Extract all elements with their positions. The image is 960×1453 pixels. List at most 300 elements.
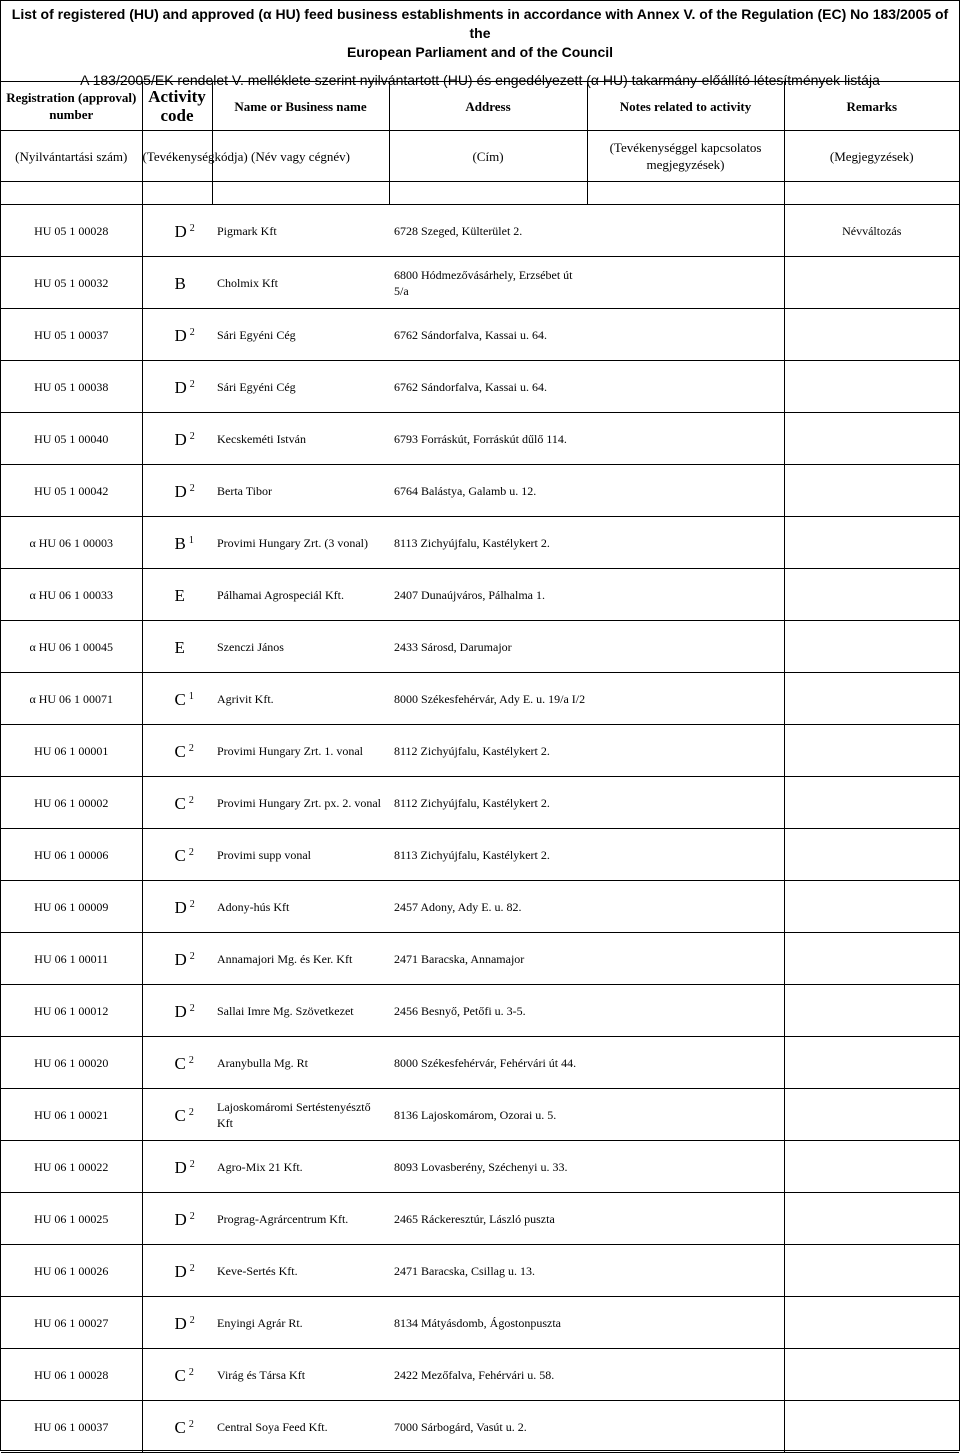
- cell-name-text: Keve-Sertés Kft.: [217, 1263, 298, 1278]
- cell-reg-text: α HU 06 1 00071: [29, 691, 114, 706]
- activity-code-cell: [142, 1193, 212, 1245]
- cell-act-text: C: [174, 846, 186, 865]
- notes-cell: [587, 413, 784, 465]
- registration-number-cell: [1, 309, 142, 361]
- notes-cell: [587, 881, 784, 933]
- remarks-cell: [784, 777, 959, 829]
- registration-number-cell: [1, 621, 142, 673]
- notes-cell: [587, 1297, 784, 1349]
- address-cell: [389, 569, 587, 621]
- registration-number-cell: [1, 569, 142, 621]
- subheader-notes: (Tevékenységgel kapcsolatos megjegyzések): [587, 131, 784, 182]
- header-activity-code: Activity code: [142, 82, 212, 131]
- table-row: [1, 205, 959, 257]
- cell-addr-text: 8000 Székesfehérvár, Ady E. u. 19/a I/2: [394, 691, 586, 706]
- cell-act-text: D: [174, 1158, 187, 1177]
- activity-code-superscript: 2: [188, 1055, 194, 1066]
- cell-reg-text: HU 06 1 00002: [34, 795, 109, 810]
- activity-code-cell: [142, 985, 212, 1037]
- remarks-cell: [784, 309, 959, 361]
- remarks-cell: [784, 361, 959, 413]
- activity-code-cell: [142, 1349, 212, 1401]
- business-name-cell: [212, 309, 389, 361]
- remarks-cell: [784, 1141, 959, 1193]
- remarks-cell: [784, 205, 959, 257]
- table-row: [1, 985, 959, 1037]
- cell-name-text: Annamajori Mg. és Ker. Kft: [217, 951, 353, 966]
- notes-cell: [587, 1245, 784, 1297]
- notes-cell: [587, 621, 784, 673]
- activity-code-cell: [142, 465, 212, 517]
- registration-number-cell: [1, 1089, 142, 1141]
- registration-number-cell: [1, 257, 142, 309]
- activity-code-superscript: 2: [188, 743, 194, 754]
- cell-addr-text: 8134 Mátyásdomb, Ágostonpuszta: [394, 1315, 561, 1330]
- cell-name-text: Aranybulla Mg. Rt: [217, 1055, 308, 1070]
- activity-code-superscript: 2: [189, 1159, 195, 1170]
- remarks-cell: [784, 725, 959, 777]
- cell-act-text: C: [174, 690, 186, 709]
- remarks-cell: [784, 1245, 959, 1297]
- registration-number-cell: [1, 413, 142, 465]
- cell-act-text: D: [174, 482, 187, 501]
- registration-number-cell: [1, 881, 142, 933]
- table-row: [1, 517, 959, 569]
- registration-number-cell: [1, 933, 142, 985]
- header-row: [1, 82, 959, 131]
- remarks-cell: [784, 933, 959, 985]
- address-cell: [389, 1245, 587, 1297]
- table-row: [1, 725, 959, 777]
- header-remarks: Remarks: [784, 82, 959, 131]
- activity-code-cell: [142, 1037, 212, 1089]
- cell-reg-text: HU 05 1 00040: [34, 431, 109, 446]
- header-address: Address: [389, 82, 587, 131]
- table-row: [1, 1193, 959, 1245]
- business-name-cell: [212, 725, 389, 777]
- cell-act-text: B: [174, 534, 186, 553]
- cell-reg-text: HU 06 1 00012: [34, 1003, 109, 1018]
- address-cell: [389, 1297, 587, 1349]
- cell-reg-text: HU 06 1 00026: [34, 1263, 109, 1278]
- remarks-cell: [784, 413, 959, 465]
- spacer-row: [1, 182, 959, 205]
- cell-reg-text: HU 05 1 00042: [34, 483, 109, 498]
- cell-act-text: D: [174, 1314, 187, 1333]
- address-cell: [389, 881, 587, 933]
- notes-cell: [587, 257, 784, 309]
- table-row: [1, 257, 959, 309]
- activity-code-cell: [142, 725, 212, 777]
- cell-reg-text: HU 06 1 00001: [34, 743, 109, 758]
- cell-rem-text: Névváltozás: [842, 223, 902, 238]
- cell-name-text: Berta Tibor: [217, 483, 273, 498]
- registration-number-cell: [1, 673, 142, 725]
- business-name-cell: [212, 1193, 389, 1245]
- notes-cell: [587, 673, 784, 725]
- cell-name-text: Provimi Hungary Zrt. px. 2. vonal: [217, 795, 381, 810]
- cell-addr-text: 2407 Dunaújváros, Pálhalma 1.: [394, 587, 545, 602]
- table-row: [1, 933, 959, 985]
- business-name-cell: [212, 829, 389, 881]
- business-name-cell: [212, 985, 389, 1037]
- registration-number-cell: [1, 829, 142, 881]
- activity-code-superscript: 2: [189, 951, 195, 962]
- header-name: Name or Business name: [212, 82, 389, 131]
- address-cell: [389, 777, 587, 829]
- activity-code-cell: [142, 1089, 212, 1141]
- cell-act-text: D: [174, 430, 187, 449]
- cell-addr-text: 6764 Balástya, Galamb u. 12.: [394, 483, 537, 498]
- cell-reg-text: HU 06 1 00027: [34, 1315, 109, 1330]
- address-cell: [389, 1141, 587, 1193]
- business-name-cell: [212, 1401, 389, 1453]
- registration-number-cell: [1, 361, 142, 413]
- cell-act-text: C: [174, 742, 186, 761]
- cell-name-text: Adony-hús Kft: [217, 899, 290, 914]
- activity-code-superscript: 1: [188, 535, 194, 546]
- table-row: [1, 673, 959, 725]
- business-name-cell: [212, 777, 389, 829]
- remarks-cell: [784, 985, 959, 1037]
- activity-code-cell: [142, 673, 212, 725]
- business-name-cell: [212, 1349, 389, 1401]
- cell-addr-text: 2457 Adony, Ady E. u. 82.: [394, 899, 522, 914]
- notes-cell: [587, 1089, 784, 1141]
- cell-reg-text: HU 06 1 00006: [34, 847, 109, 862]
- activity-code-cell: [142, 621, 212, 673]
- notes-cell: [587, 777, 784, 829]
- cell-name-text: Virág és Társa Kft: [217, 1367, 306, 1382]
- cell-addr-text: 2471 Baracska, Annamajor: [394, 951, 525, 966]
- activity-code-superscript: 2: [189, 431, 195, 442]
- table-row: [1, 361, 959, 413]
- cell-act-text: D: [174, 950, 187, 969]
- cell-reg-text: HU 06 1 00025: [34, 1211, 109, 1226]
- cell-reg-text: HU 06 1 00022: [34, 1159, 109, 1174]
- business-name-cell: [212, 881, 389, 933]
- cell-addr-text: 8113 Zichyújfalu, Kastélykert 2.: [394, 847, 550, 862]
- table-row: [1, 309, 959, 361]
- registration-number-cell: [1, 517, 142, 569]
- remarks-cell: [784, 1037, 959, 1089]
- cell-reg-text: HU 05 1 00032: [34, 275, 109, 290]
- activity-code-cell: [142, 257, 212, 309]
- cell-name-text: Provimi supp vonal: [217, 847, 312, 862]
- table-row: [1, 569, 959, 621]
- activity-code-superscript: 2: [189, 327, 195, 338]
- cell-name-text: Provimi Hungary Zrt. (3 vonal): [217, 535, 368, 550]
- remarks-cell: [784, 465, 959, 517]
- address-cell: [389, 257, 587, 309]
- notes-cell: [587, 517, 784, 569]
- activity-code-superscript: 2: [189, 1211, 195, 1222]
- notes-cell: [587, 1193, 784, 1245]
- activity-code-superscript: 2: [188, 1367, 194, 1378]
- business-name-cell: [212, 621, 389, 673]
- header-notes: Notes related to activity: [587, 82, 784, 131]
- activity-code-cell: [142, 569, 212, 621]
- cell-name-text: Agro-Mix 21 Kft.: [217, 1159, 303, 1174]
- registration-number-cell: [1, 1297, 142, 1349]
- address-cell: [389, 1089, 587, 1141]
- cell-reg-text: HU 06 1 00011: [34, 951, 109, 966]
- address-cell: [389, 413, 587, 465]
- cell-reg-text: HU 06 1 00020: [34, 1055, 109, 1070]
- title-block: [1, 1, 959, 88]
- remarks-cell: [784, 1297, 959, 1349]
- subheader-registration-number: (Nyilvántartási szám): [1, 131, 142, 182]
- table-row: [1, 777, 959, 829]
- table-row: [1, 621, 959, 673]
- activity-code-superscript: 2: [188, 1107, 194, 1118]
- notes-cell: [587, 725, 784, 777]
- business-name-cell: [212, 933, 389, 985]
- table-row: [1, 413, 959, 465]
- cell-act-text: D: [174, 898, 187, 917]
- activity-code-cell: [142, 517, 212, 569]
- table-row: [1, 465, 959, 517]
- remarks-cell: [784, 829, 959, 881]
- cell-addr-text: 6793 Forráskút, Forráskút dűlő 114.: [394, 431, 567, 446]
- address-cell: [389, 985, 587, 1037]
- subheader-address: (Cím): [389, 131, 587, 182]
- remarks-cell: [784, 881, 959, 933]
- cell-name-text: Central Soya Feed Kft.: [217, 1419, 328, 1434]
- cell-reg-text: α HU 06 1 00003: [29, 535, 114, 550]
- remarks-cell: [784, 1193, 959, 1245]
- address-cell: [389, 309, 587, 361]
- address-cell: [389, 621, 587, 673]
- registration-number-cell: [1, 725, 142, 777]
- business-name-cell: [212, 257, 389, 309]
- remarks-cell: [784, 517, 959, 569]
- cell-name-text: Pigmark Kft: [217, 223, 277, 238]
- remarks-cell: [784, 1349, 959, 1401]
- activity-code-superscript: 2: [188, 1419, 194, 1430]
- business-name-cell: [212, 1089, 389, 1141]
- table-row: [1, 1349, 959, 1401]
- title-english: [1, 1, 959, 62]
- notes-cell: [587, 465, 784, 517]
- activity-code-superscript: 1: [188, 691, 194, 702]
- notes-cell: [587, 309, 784, 361]
- cell-addr-text: 8136 Lajoskomárom, Ozorai u. 5.: [394, 1107, 557, 1122]
- cell-name-text: Pálhamai Agrospeciál Kft.: [217, 587, 344, 602]
- remarks-cell: [784, 621, 959, 673]
- activity-code-cell: [142, 1401, 212, 1453]
- activity-code-cell: [142, 413, 212, 465]
- cell-reg-text: HU 05 1 00037: [34, 327, 109, 342]
- table-row: [1, 1401, 959, 1453]
- cell-act-text: C: [174, 1054, 186, 1073]
- notes-cell: [587, 1141, 784, 1193]
- subheader-row: [1, 131, 959, 182]
- title-english-line1: List of registered (HU) and approved (α HU) feed business establishments in accordance with Annex V. of the Regulation (EC) No 183/2005 of the: [11, 6, 949, 41]
- cell-name-text: Lajoskomáromi Sertéstenyésztő Kft: [217, 1099, 371, 1130]
- business-name-cell: [212, 673, 389, 725]
- business-name-cell: [212, 1037, 389, 1089]
- address-cell: [389, 465, 587, 517]
- cell-addr-text: 2465 Ráckeresztúr, László puszta: [394, 1211, 555, 1226]
- cell-addr-text: 2422 Mezőfalva, Fehérvári u. 58.: [394, 1367, 555, 1382]
- cell-name-text: Sári Egyéni Cég: [217, 327, 296, 342]
- activity-code-superscript: 2: [189, 223, 195, 234]
- activity-code-cell: [142, 205, 212, 257]
- cell-name-text: Sallai Imre Mg. Szövetkezet: [217, 1003, 354, 1018]
- address-cell: [389, 1193, 587, 1245]
- cell-addr-text: 6728 Szeged, Külterület 2.: [394, 223, 523, 238]
- remarks-cell: [784, 569, 959, 621]
- address-cell: [389, 1401, 587, 1453]
- cell-addr-text: 2433 Sárosd, Darumajor: [394, 639, 512, 654]
- cell-name-text: Sári Egyéni Cég: [217, 379, 296, 394]
- activity-code-cell: [142, 309, 212, 361]
- cell-reg-text: HU 06 1 00037: [34, 1419, 109, 1434]
- cell-name-text: Kecskeméti István: [217, 431, 306, 446]
- registration-number-cell: [1, 465, 142, 517]
- activity-code-superscript: 2: [189, 1315, 195, 1326]
- cell-reg-text: HU 05 1 00038: [34, 379, 109, 394]
- table-row: [1, 1089, 959, 1141]
- cell-act-text: E: [174, 586, 185, 605]
- registration-number-cell: [1, 205, 142, 257]
- cell-addr-text: 2456 Besnyő, Petőfi u. 3-5.: [394, 1003, 526, 1018]
- business-name-cell: [212, 413, 389, 465]
- subheader-activity-code: (Tevékenységkódja): [142, 131, 212, 182]
- notes-cell: [587, 1401, 784, 1453]
- cell-addr-text: 8093 Lovasberény, Széchenyi u. 33.: [394, 1159, 568, 1174]
- cell-addr-text: 8113 Zichyújfalu, Kastélykert 2.: [394, 535, 550, 550]
- cell-act-text: D: [174, 1262, 187, 1281]
- cell-addr-text: 7000 Sárbogárd, Vasút u. 2.: [394, 1419, 527, 1434]
- cell-name-text: Szenczi János: [217, 639, 284, 654]
- table-row: [1, 1141, 959, 1193]
- cell-name-text: Enyingi Agrár Rt.: [217, 1315, 303, 1330]
- business-name-cell: [212, 1141, 389, 1193]
- activity-code-cell: [142, 1245, 212, 1297]
- notes-cell: [587, 361, 784, 413]
- notes-cell: [587, 933, 784, 985]
- cell-reg-text: α HU 06 1 00045: [29, 639, 114, 654]
- cell-addr-text: 8112 Zichyújfalu, Kastélykert 2.: [394, 795, 550, 810]
- notes-cell: [587, 1037, 784, 1089]
- activity-code-superscript: 2: [189, 483, 195, 494]
- title-english-line2: European Parliament and of the Council: [346, 44, 614, 60]
- cell-addr-text: 6762 Sándorfalva, Kassai u. 64.: [394, 379, 547, 394]
- table-row: [1, 1297, 959, 1349]
- activity-code-superscript: 2: [188, 847, 194, 858]
- address-cell: [389, 361, 587, 413]
- activity-code-cell: [142, 777, 212, 829]
- registration-number-cell: [1, 777, 142, 829]
- establishments-table: [1, 82, 959, 1453]
- address-cell: [389, 517, 587, 569]
- activity-code-cell: [142, 829, 212, 881]
- cell-act-text: D: [174, 1002, 187, 1021]
- cell-name-text: Agrivit Kft.: [217, 691, 274, 706]
- business-name-cell: [212, 1245, 389, 1297]
- cell-name-text: Provimi Hungary Zrt. 1. vonal: [217, 743, 363, 758]
- address-cell: [389, 933, 587, 985]
- activity-code-cell: [142, 881, 212, 933]
- business-name-cell: [212, 569, 389, 621]
- cell-addr-text: 6800 Hódmezővásárhely, Erzsébet út 5/a: [394, 267, 573, 298]
- activity-code-superscript: 2: [189, 379, 195, 390]
- title-hungarian: A 183/2005/EK rendelet V. melléklete szerint nyilvántartott (HU) és engedélyezett (α HU) takarmány-előállító létesítmények listája: [80, 72, 880, 88]
- table-row: [1, 881, 959, 933]
- cell-act-text: D: [174, 1210, 187, 1229]
- address-cell: [389, 1037, 587, 1089]
- activity-code-superscript: 2: [189, 1003, 195, 1014]
- cell-addr-text: 6762 Sándorfalva, Kassai u. 64.: [394, 327, 547, 342]
- subheader-name: (Név vagy cégnév): [212, 131, 389, 182]
- cell-reg-text: α HU 06 1 00033: [29, 587, 114, 602]
- notes-cell: [587, 985, 784, 1037]
- remarks-cell: [784, 1089, 959, 1141]
- cell-reg-text: HU 06 1 00021: [34, 1107, 109, 1122]
- business-name-cell: [212, 517, 389, 569]
- registration-number-cell: [1, 1037, 142, 1089]
- activity-code-superscript: 2: [189, 899, 195, 910]
- notes-cell: [587, 1349, 784, 1401]
- registration-number-cell: [1, 1141, 142, 1193]
- cell-act-text: E: [174, 638, 185, 657]
- address-cell: [389, 673, 587, 725]
- table-row: [1, 1245, 959, 1297]
- registration-number-cell: [1, 985, 142, 1037]
- cell-act-text: C: [174, 1418, 186, 1437]
- address-cell: [389, 205, 587, 257]
- cell-act-text: C: [174, 1366, 186, 1385]
- cell-reg-text: HU 06 1 00009: [34, 899, 109, 914]
- business-name-cell: [212, 465, 389, 517]
- registration-number-cell: [1, 1349, 142, 1401]
- business-name-cell: [212, 205, 389, 257]
- notes-cell: [587, 829, 784, 881]
- cell-act-text: C: [174, 794, 186, 813]
- business-name-cell: [212, 1297, 389, 1349]
- activity-code-cell: [142, 933, 212, 985]
- activity-code-superscript: 2: [189, 1263, 195, 1274]
- cell-addr-text: 8112 Zichyújfalu, Kastélykert 2.: [394, 743, 550, 758]
- table-row: [1, 1037, 959, 1089]
- cell-act-text: B: [174, 274, 186, 293]
- activity-code-superscript: 2: [188, 795, 194, 806]
- notes-cell: [587, 569, 784, 621]
- registration-number-cell: [1, 1193, 142, 1245]
- address-cell: [389, 829, 587, 881]
- address-cell: [389, 725, 587, 777]
- cell-name-text: Cholmix Kft: [217, 275, 279, 290]
- cell-act-text: D: [174, 222, 187, 241]
- subheader-remarks: (Megjegyzések): [784, 131, 959, 182]
- cell-reg-text: HU 06 1 00028: [34, 1367, 109, 1382]
- notes-cell: [587, 205, 784, 257]
- remarks-cell: [784, 673, 959, 725]
- header-registration-number: Registration (approval) number: [1, 82, 142, 131]
- cell-addr-text: 2471 Baracska, Csillag u. 13.: [394, 1263, 535, 1278]
- cell-name-text: Prograg-Agrárcentrum Kft.: [217, 1211, 349, 1226]
- activity-code-cell: [142, 361, 212, 413]
- table-row: [1, 829, 959, 881]
- remarks-cell: [784, 257, 959, 309]
- cell-act-text: D: [174, 326, 187, 345]
- registration-number-cell: [1, 1245, 142, 1297]
- cell-act-text: C: [174, 1106, 186, 1125]
- business-name-cell: [212, 361, 389, 413]
- cell-act-text: D: [174, 378, 187, 397]
